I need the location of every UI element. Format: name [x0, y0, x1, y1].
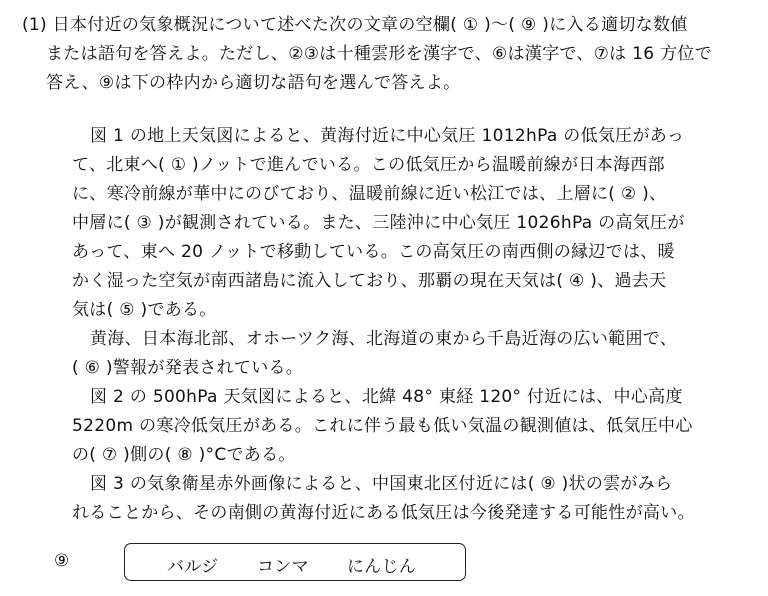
body-line-11: 5220m の寒冷低気圧がある。これに伴う最も低い気温の観測値は、低気圧中心 [72, 416, 693, 436]
body-line-14: れることから、その南側の黄海付近にある低気圧は今後発達する可能性が高い。 [72, 503, 695, 523]
choice-option-3: にんじん [347, 557, 417, 577]
body-line-13: 図 3 の気象衛星赤外画像によると、中国東北区付近には( ⑨ )状の雲がみら [90, 474, 673, 494]
body-line-2: て、北東へ( ① )ノットで進んでいる。この低気圧から温暖前線が日本海西部 [72, 155, 665, 175]
body-line-6: かく湿った空気が南西諸島に流入しており、那覇の現在天気は( ④ )、過去天 [72, 271, 667, 291]
choice-box [124, 543, 466, 581]
intro-line-1: (1) 日本付近の気象概況について述べた次の文章の空欄( ① )～( ⑨ )に入る適切な数値 [22, 15, 688, 35]
body-line-3: に、寒冷前線が華中にのびており、温暖前線に近い松江では、上層に( ② )、 [72, 184, 667, 204]
body-line-7: 気は( ⑤ )である。 [72, 300, 217, 320]
body-line-9: ( ⑥ )警報が発表されている。 [72, 358, 304, 378]
choice-option-2: コンマ [257, 557, 309, 577]
choice-option-1: バルジ [167, 557, 219, 577]
intro-line-2: または語句を答えよ。ただし、②③は十種雲形を漢字で、⑥は漢字で、⑦は 16 方位で [46, 44, 713, 64]
intro-line-3: 答え、⑨は下の枠内から適切な語句を選んで答えよ。 [46, 73, 461, 93]
body-line-12: の( ⑦ )側の( ⑧ )°Cである。 [72, 445, 296, 465]
body-line-1: 図 1 の地上天気図によると、黄海付近に中心気圧 1012hPa の低気圧があっ [90, 126, 685, 146]
body-line-8: 黄海、日本海北部、オホーツク海、北海道の東から千島近海の広い範囲で、 [90, 329, 678, 349]
choice-label: ⑨ [54, 551, 70, 571]
body-line-5: あって、東へ 20 ノットで移動している。この高気圧の南西側の縁辺では、暖 [72, 242, 675, 262]
body-line-10: 図 2 の 500hPa 天気図によると、北緯 48° 東経 120° 付近には、中心高度 [90, 387, 683, 407]
body-line-4: 中層に( ③ )が観測されている。また、三陸沖に中心気圧 1026hPa の高気圧が [72, 213, 685, 233]
